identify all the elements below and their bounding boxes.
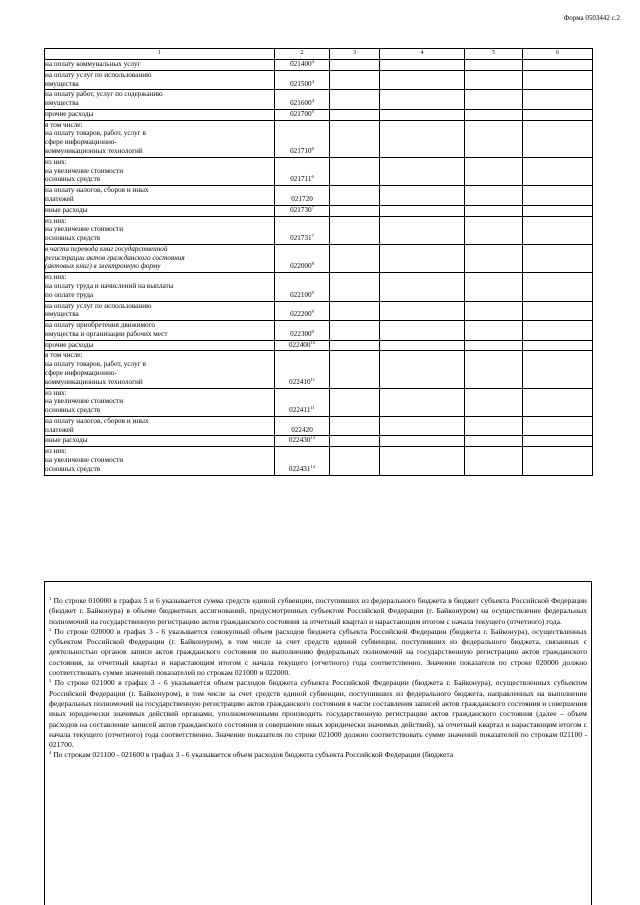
row-code (275, 388, 330, 416)
row-label (45, 244, 275, 272)
row-code (275, 109, 330, 120)
value-cell[interactable] (523, 447, 593, 475)
row-label (45, 447, 275, 475)
row-label-line: основных средств (45, 464, 101, 473)
value-cell[interactable] (523, 321, 593, 341)
value-cell[interactable] (380, 340, 465, 351)
value-cell[interactable] (523, 244, 593, 272)
row-label-line: коммуникационных технологий (45, 147, 143, 156)
row-code-value: 021400 (290, 60, 312, 68)
value-cell[interactable] (465, 60, 523, 71)
value-cell[interactable] (380, 351, 465, 388)
value-cell[interactable] (523, 157, 593, 185)
table-row (45, 70, 593, 90)
row-label (45, 60, 275, 71)
row-code (275, 273, 330, 301)
footnote (49, 750, 587, 760)
column-header: 6 (523, 49, 593, 60)
row-label (45, 301, 275, 321)
row-code (275, 186, 330, 206)
footnotes-block (44, 581, 592, 905)
row-label-line: коммуникационных технологий (45, 377, 143, 386)
row-label-line: по оплате труда (45, 290, 94, 299)
table-row (45, 157, 593, 185)
row-code (275, 157, 330, 185)
row-label (45, 70, 275, 90)
row-code (275, 436, 330, 447)
row-code (275, 340, 330, 351)
column-header: 3 (330, 49, 380, 60)
footnote (49, 678, 587, 750)
value-cell[interactable] (465, 321, 523, 341)
value-cell[interactable] (330, 205, 380, 216)
row-label-line: в части перевода книг государственной (45, 244, 168, 253)
row-label-line: основных средств (45, 406, 101, 415)
footnote (49, 596, 587, 627)
row-label-line: сфере информационно- (45, 369, 117, 377)
footnote-ref: 7 (311, 204, 314, 210)
row-label-line: из них: (45, 157, 67, 166)
value-cell[interactable] (380, 244, 465, 272)
row-code-value: 022300 (290, 329, 312, 338)
footnote-text: По строке 021000 в графах 3 - 6 указывается объем расходов бюджета субъекта Российской Федерации (бюджета г. Байконура), осуществленных субъектом Российской Федерации (г. Байконуром), в том числе за счет средств единой субвенции, поступивших из федерального бюджета, направленных на выполнение федеральных полномочий на государственную регистрацию актов гражданского состояния в части составления записей актов гражданского состояния и совершения иных юридически значимых действий органами, уполномоченными производить государственную регистрацию актов гражданского состояния (далее – объем расходов на составление записей актов гражданского состояния и совершение иных юридически значимых действий), за отчетный квартал и нарастающим итогом с начала текущего (отчетного) года соответственно. Значение показателя по строке 021000 должно соответствовать сумме значений показателей по строкам 021100 - 021700. (49, 678, 587, 750)
row-label-line: на оплату труда и начислений на выплаты (45, 281, 174, 290)
column-header: 5 (465, 49, 523, 60)
value-cell[interactable] (380, 205, 465, 216)
table-row (45, 416, 593, 436)
row-code (275, 120, 330, 157)
footnote-ref: 6 (311, 146, 314, 152)
footnote-ref: 12 (310, 435, 316, 441)
column-header-row (45, 49, 593, 60)
footnote-number: 1 (49, 596, 52, 601)
row-label-line: из них: (45, 273, 67, 282)
row-code-value: 022431 (288, 464, 311, 473)
value-cell[interactable] (330, 321, 380, 341)
row-label (45, 205, 275, 216)
row-label (45, 273, 275, 301)
row-label-line: из них: (45, 447, 67, 456)
row-label-line: прочие расходы (45, 340, 94, 349)
row-label (45, 351, 275, 388)
value-cell[interactable] (330, 60, 380, 71)
row-code (275, 70, 330, 90)
value-cell[interactable] (380, 120, 465, 157)
table-row (45, 301, 593, 321)
value-cell[interactable] (380, 273, 465, 301)
row-label-line: основных средств (45, 175, 101, 184)
value-cell[interactable] (523, 205, 593, 216)
expense-table (44, 48, 593, 476)
value-cell[interactable] (465, 157, 523, 185)
table-row (45, 205, 593, 216)
value-cell[interactable] (380, 301, 465, 321)
value-cell[interactable] (523, 340, 593, 351)
footnote-number: 4 (49, 750, 52, 756)
footnote-ref: 4 (311, 98, 314, 104)
value-cell[interactable] (330, 351, 380, 388)
value-cell[interactable] (380, 60, 465, 71)
row-label-line: прочие расходы (45, 109, 94, 118)
row-code (275, 351, 330, 388)
row-label (45, 416, 275, 436)
table-row (45, 60, 593, 71)
row-label-line: на увеличение стоимости (45, 225, 124, 234)
row-code-value: 021711 (290, 175, 312, 184)
value-cell[interactable] (523, 273, 593, 301)
value-cell[interactable] (523, 120, 593, 157)
value-cell[interactable] (380, 447, 465, 475)
column-header: 1 (45, 49, 275, 60)
value-cell[interactable] (380, 157, 465, 185)
row-label-line: имущества и организации рабочих мест (45, 329, 168, 338)
value-cell[interactable] (465, 216, 523, 244)
value-cell[interactable] (465, 447, 523, 475)
row-label-line: на оплату товаров, работ, услуг в (45, 360, 146, 369)
row-label-line: на оплату налогов, сборов и иных (45, 416, 149, 425)
value-cell[interactable] (330, 436, 380, 447)
value-cell[interactable] (330, 244, 380, 272)
row-label-line: имущества (45, 99, 79, 108)
value-cell[interactable] (330, 447, 380, 475)
value-cell[interactable] (330, 90, 380, 110)
footnote-ref: 11 (310, 405, 315, 411)
row-label (45, 109, 275, 120)
footnote-ref: 9 (311, 328, 314, 334)
value-cell[interactable] (330, 186, 380, 206)
value-cell[interactable] (523, 70, 593, 90)
value-cell[interactable] (523, 416, 593, 436)
footnote-ref: 11 (310, 376, 315, 382)
footnote-ref: 7 (311, 233, 314, 239)
row-label-line: регистрации актов гражданского состояния (45, 253, 185, 262)
value-cell[interactable] (465, 273, 523, 301)
value-cell[interactable] (330, 416, 380, 436)
row-label (45, 90, 275, 110)
row-code-value: 021600 (290, 99, 312, 108)
value-cell[interactable] (380, 216, 465, 244)
row-code-value: 021731 (290, 234, 312, 243)
row-label (45, 321, 275, 341)
value-cell[interactable] (380, 416, 465, 436)
value-cell[interactable] (380, 321, 465, 341)
footnote-ref: 9 (311, 289, 314, 295)
row-code-value: 021500 (290, 79, 312, 88)
value-cell[interactable] (330, 340, 380, 351)
value-cell[interactable] (380, 70, 465, 90)
value-cell[interactable] (465, 340, 523, 351)
value-cell[interactable] (465, 388, 523, 416)
row-code (275, 301, 330, 321)
table-row (45, 321, 593, 341)
value-cell[interactable] (465, 120, 523, 157)
value-cell[interactable] (330, 157, 380, 185)
row-label (45, 186, 275, 206)
column-header: 4 (380, 49, 465, 60)
row-label (45, 436, 275, 447)
row-label (45, 157, 275, 185)
footnote-text: По строкам 021100 - 021600 в графах 3 - 6 указывается объем расходов бюджета субъекта Российской Федерации (бюджета (51, 750, 454, 760)
value-cell[interactable] (523, 60, 593, 71)
value-cell[interactable] (523, 388, 593, 416)
row-code-value: 022420 (291, 425, 313, 434)
footnote-ref: 12 (310, 463, 316, 469)
column-header: 2 (275, 49, 330, 60)
value-cell[interactable] (380, 109, 465, 120)
table-row (45, 447, 593, 475)
row-code (275, 60, 330, 71)
footnote-number: 2 (49, 626, 52, 632)
row-code (275, 205, 330, 216)
row-label-line: (актовых книг) в электронную форму (45, 262, 161, 271)
table-row (45, 216, 593, 244)
value-cell[interactable] (330, 216, 380, 244)
value-cell[interactable] (465, 301, 523, 321)
value-cell[interactable] (523, 351, 593, 388)
value-cell[interactable] (330, 388, 380, 416)
row-label-line: на оплату работ, услуг по содержанию (45, 90, 163, 99)
footnote-ref: 4 (311, 59, 314, 64)
row-code-value: 022430 (288, 436, 311, 445)
table-row (45, 351, 593, 388)
table-row (45, 90, 593, 110)
value-cell[interactable] (330, 109, 380, 120)
row-code-value: 022100 (290, 290, 312, 299)
footnote-ref: 9 (311, 309, 314, 315)
row-code-value: 021700 (290, 109, 312, 118)
value-cell[interactable] (465, 416, 523, 436)
value-cell[interactable] (465, 436, 523, 447)
value-cell[interactable] (465, 205, 523, 216)
table-row (45, 186, 593, 206)
row-label-line: на оплату услуг по использованию (45, 70, 152, 79)
row-label-line: иные расходы (45, 436, 88, 445)
value-cell[interactable] (465, 109, 523, 120)
value-cell[interactable] (523, 436, 593, 447)
row-label (45, 216, 275, 244)
row-label-line: на увеличение стоимости (45, 397, 124, 406)
table-row (45, 109, 593, 120)
table-row (45, 244, 593, 272)
row-code-value: 022200 (290, 310, 312, 319)
row-label (45, 340, 275, 351)
row-label-line: на увеличение стоимости (45, 456, 124, 465)
row-label-line: из них: (45, 216, 67, 225)
row-label-line: на оплату налогов, сборов и иных (45, 186, 149, 195)
row-code-value: 021730 (290, 205, 312, 214)
footnote-number: 3 (49, 678, 52, 684)
value-cell[interactable] (380, 388, 465, 416)
value-cell[interactable] (380, 186, 465, 206)
footnote-ref: 5 (311, 108, 314, 114)
row-code-value: 021710 (290, 147, 312, 156)
row-code (275, 416, 330, 436)
table-row (45, 340, 593, 351)
value-cell[interactable] (330, 273, 380, 301)
row-code (275, 447, 330, 475)
row-code (275, 216, 330, 244)
row-label-line: имущества (45, 79, 79, 88)
row-code-value: 022410 (289, 377, 311, 386)
footnote-ref: 10 (310, 339, 316, 345)
value-cell[interactable] (380, 90, 465, 110)
table-row (45, 273, 593, 301)
row-code (275, 244, 330, 272)
value-cell[interactable] (523, 90, 593, 110)
form-code: Форма 0503442 с.2 (563, 14, 620, 22)
footnote-ref: 6 (311, 174, 314, 180)
row-label-line: на оплату коммунальных услуг (45, 60, 141, 68)
value-cell[interactable] (465, 70, 523, 90)
row-label-line: платежей (45, 194, 74, 203)
footnote (49, 627, 587, 678)
value-cell[interactable] (523, 109, 593, 120)
row-label-line: платежей (45, 425, 74, 434)
row-label-line: основных средств (45, 234, 101, 243)
table-row (45, 120, 593, 157)
footnote-ref: 4 (311, 78, 314, 84)
value-cell[interactable] (523, 301, 593, 321)
row-code (275, 90, 330, 110)
row-label-line: в том числе: (45, 120, 83, 129)
row-label-line: на оплату приобретения движимого (45, 321, 155, 330)
row-label-line: на оплату услуг по использованию (45, 301, 152, 310)
row-label-line: иные расходы (45, 205, 88, 214)
value-cell[interactable] (523, 186, 593, 206)
footnote-text: По строке 020000 в графах 3 - 6 указывается совокупный объем расходов бюджета субъекта Российской Федерации (бюджета г. Байконура), осуществленных субъектом Российской Федерации (г. Байконуром), в том числе за счет средств единой субвенции, поступивших из федерального бюджета, связанных с деятельностью органов записи актов гражданского состояния по выполнению федеральных полномочий на государственную регистрацию актов гражданского состояния, за отчетный квартал и нарастающим итогом с начала текущего (отчетного) года соответственно. Значение показателя по строке 020000 должно соответствовать сумме значений показателей по строкам 021000 и 022000. (49, 626, 587, 678)
row-code-value: 022400 (288, 340, 311, 349)
value-cell[interactable] (465, 186, 523, 206)
value-cell[interactable] (380, 436, 465, 447)
value-cell[interactable] (330, 301, 380, 321)
footnote-text: По строке 010000 в графах 5 и 6 указывается сумма средств единой субвенции, поступивших из федерального бюджета в бюджет субъекта Российской Федерации (бюджет г. Байконура) в объеме бюджетных ассигнований, предусмотренных субъектом Российской Федерации (г. Байконуром) на осуществление федеральных полномочий на государственную регистрацию актов гражданского состояния за отчетный квартал и нарастающим итогом с начала текущего (отчетного) года. (49, 596, 587, 626)
value-cell[interactable] (330, 70, 380, 90)
table-body (45, 49, 593, 476)
table-row (45, 436, 593, 447)
value-cell[interactable] (465, 351, 523, 388)
row-label-line: на увеличение стоимости (45, 166, 124, 175)
row-label-line: в том числе: (45, 351, 83, 360)
value-cell[interactable] (330, 120, 380, 157)
row-label-line: сфере информационно- (45, 138, 117, 147)
row-label-line: из них: (45, 388, 67, 397)
footnote-ref: 8 (311, 261, 314, 267)
row-label-line: имущества (45, 310, 79, 319)
table-row (45, 388, 593, 416)
row-code (275, 321, 330, 341)
row-label (45, 388, 275, 416)
value-cell[interactable] (465, 244, 523, 272)
row-label (45, 120, 275, 157)
value-cell[interactable] (523, 216, 593, 244)
row-label-line: на оплату товаров, работ, услуг в (45, 129, 146, 138)
row-code-value: 021720 (291, 194, 313, 203)
row-code-value: 022411 (289, 406, 311, 415)
value-cell[interactable] (465, 90, 523, 110)
row-code-value: 022000 (290, 262, 312, 271)
